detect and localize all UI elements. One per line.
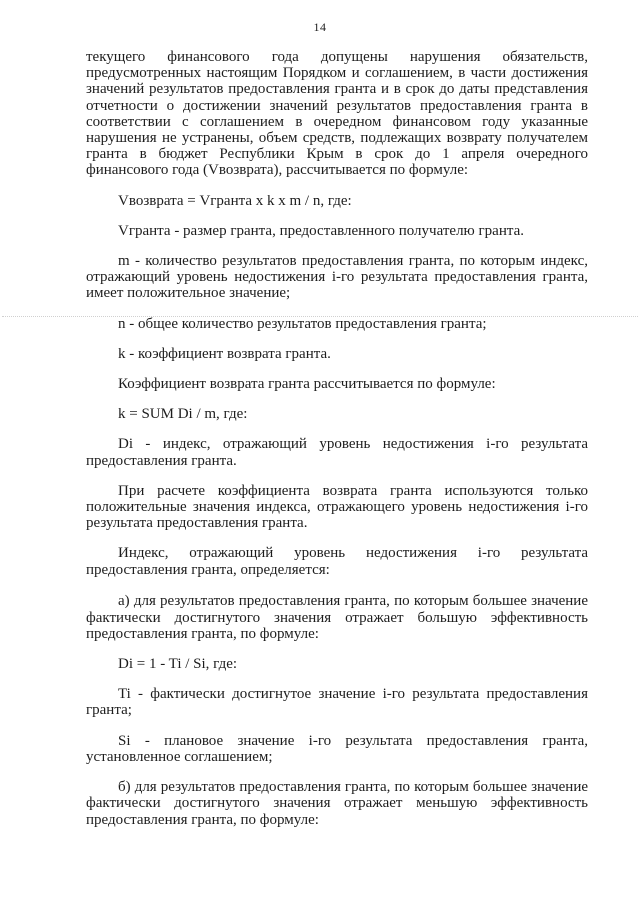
- paragraph-positive-values: При расчете коэффициента возврата гранта используются только положительные значения индекса, отражающего уровень недостижения i-го результата предоставления гранта.: [86, 482, 588, 532]
- definition-ti: Ti - фактически достигнутое значение i-го результата предоставления гранта;: [86, 686, 588, 719]
- definition-n: n - общее количество результатов предоставления гранта;: [118, 315, 487, 332]
- paragraph-case-b: б) для результатов предоставления гранта, по которым большее значение фактически достигнутого значения отражает меньшую эффективность предоставления гранта, по формуле:: [86, 779, 588, 828]
- formula-return-volume: Vвозврата = Vгранта x k x m / n, где:: [118, 192, 352, 209]
- paragraph-index-intro: Индекс, отражающий уровень недостижения i-го результата предоставления гранта, определяется:: [86, 545, 588, 579]
- document-body: [86, 49, 588, 842]
- definition-si: Si - плановое значение i-го результата предоставления гранта, установленное соглашением;: [86, 732, 588, 765]
- formula-coefficient: k = SUM Di / m, где:: [118, 406, 248, 423]
- definition-di: Di - индекс, отражающий уровень недостижения i-го результата предоставления гранта.: [86, 436, 588, 469]
- definition-grant-size: Vгранта - размер гранта, предоставленного получателю гранта.: [118, 222, 524, 239]
- definition-m: m - количество результатов предоставления гранта, по которым индекс, отражающий уровень недостижения i-го результата предоставления гранта, имеет положительное значение;: [86, 253, 588, 302]
- page-number: 14: [313, 20, 327, 34]
- paragraph-coefficient-intro: Коэффициент возврата гранта рассчитывается по формуле:: [118, 376, 496, 393]
- paragraph-continuation: текущего финансового года допущены нарушения обязательств, предусмотренных настоящим Порядком и соглашением, в части достижения значений результатов предоставления гранта и в срок до даты представления отчетности о достижении значений результатов предоставления гранта в соответствии с соглашением в очередном финансовом году указанные нарушения не устранены, объем средств, подлежащих возврату получателем гранта в бюджет Республики Крым в срок до 1 апреля очередного финансового года (Vвозврата), рассчитывается по формуле:: [86, 49, 588, 179]
- paragraph-case-a: а) для результатов предоставления гранта, по которым большее значение фактически достигнутого значения отражает большую эффективность предоставления гранта, по формуле:: [86, 593, 588, 642]
- formula-index: Di = 1 - Ti / Si, где:: [118, 656, 238, 673]
- definition-k: k - коэффициент возврата гранта.: [118, 345, 331, 362]
